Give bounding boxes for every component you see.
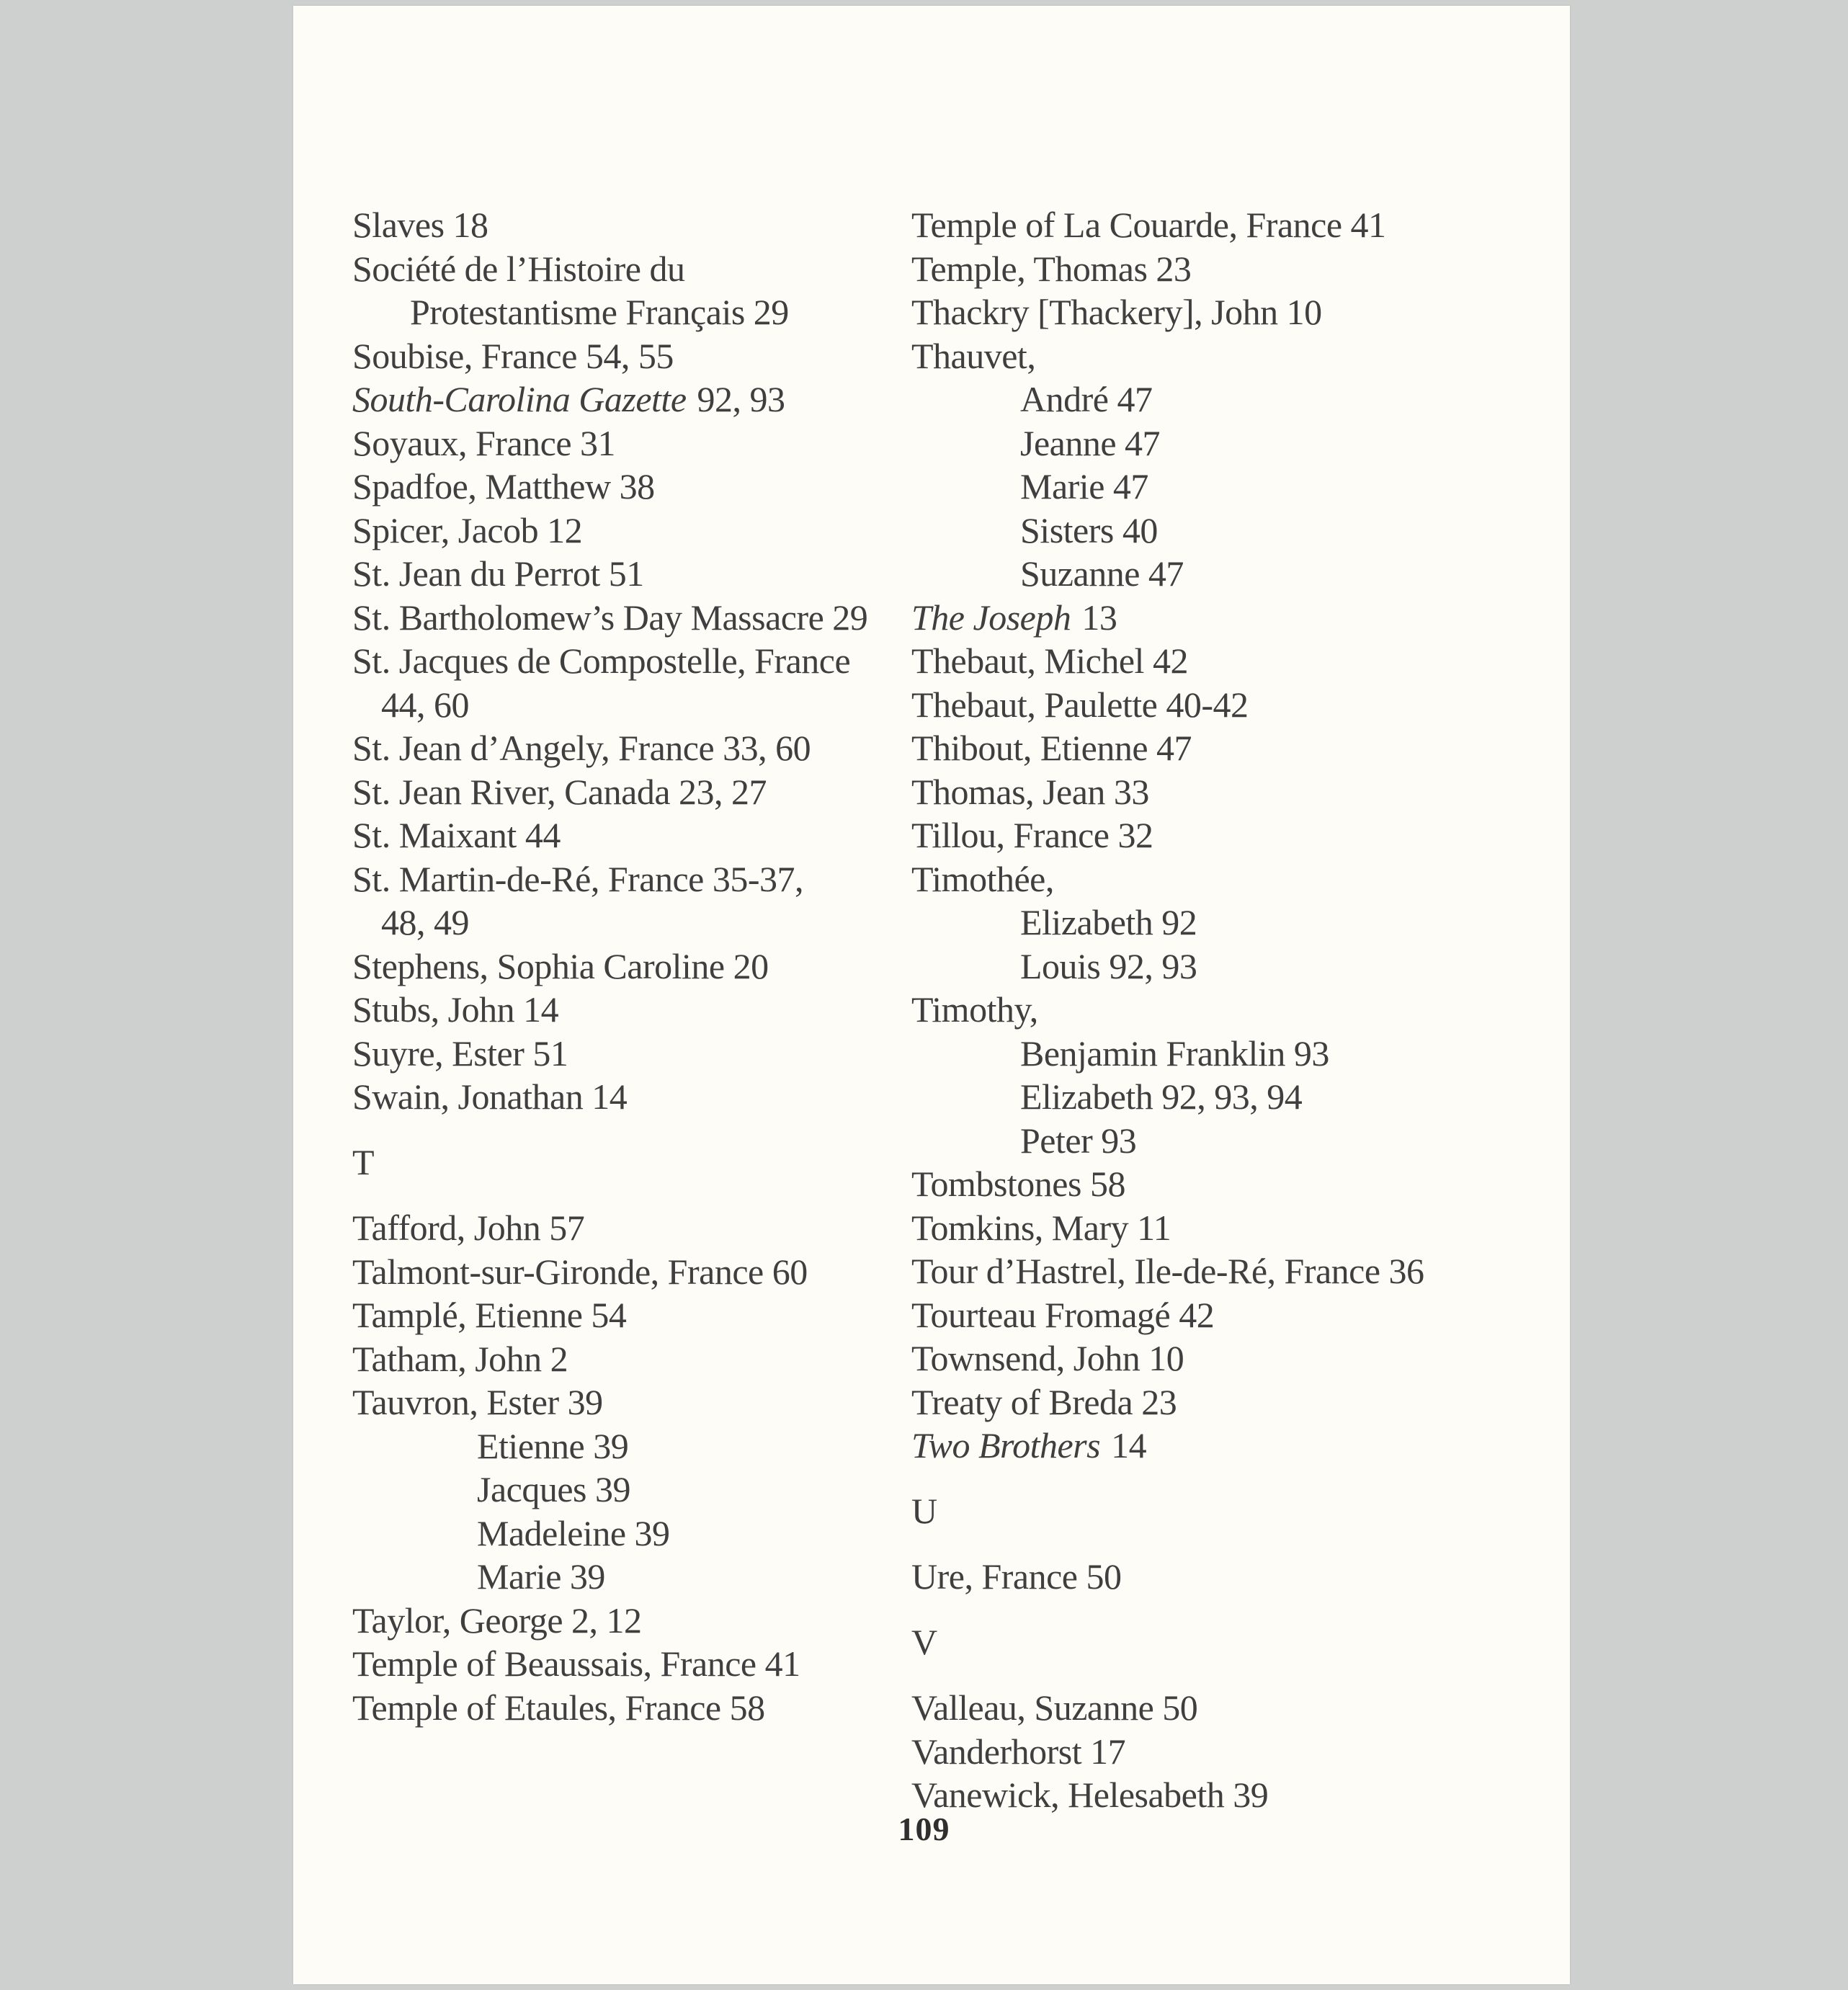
index-entry: Tauvron, Ester 39 (352, 1382, 603, 1422)
index-entry: Thibout, Etienne 47 (911, 728, 1192, 768)
section-letter: U (911, 1490, 937, 1531)
index-entry: Timothy, (911, 989, 1038, 1030)
index-entry: Talmont-sur-Gironde, France 60 (352, 1251, 808, 1292)
index-subentry: Peter 93 (1020, 1120, 1137, 1161)
index-entry: Stephens, Sophia Caroline 20 (352, 945, 769, 986)
index-entry-continuation: 44, 60 (381, 684, 469, 725)
index-entry (352, 378, 900, 421)
index-entry-title: The Joseph (911, 597, 1071, 638)
index-subentry: Etienne 39 (477, 1425, 629, 1466)
index-entry: Tombstones 58 (911, 1164, 1125, 1204)
index-entry: Thebaut, Michel 42 (911, 641, 1188, 681)
index-entry: Thomas, Jean 33 (911, 771, 1149, 812)
index-entry-title: South-Carolina Gazette (352, 379, 687, 419)
index-subentry: Elizabeth 92 (1020, 902, 1197, 942)
index-subentry: Elizabeth 92, 93, 94 (1020, 1076, 1303, 1117)
index-entry-continuation: 48, 49 (381, 902, 469, 942)
index-entry: Treaty of Breda 23 (911, 1381, 1177, 1422)
index-entry: Soyaux, France 31 (352, 422, 616, 463)
index-entry: Timothée, (911, 858, 1054, 899)
index-subentry: André 47 (1020, 379, 1153, 419)
index-entry: Thebaut, Paulette 40-42 (911, 684, 1249, 725)
index-entry: St. Jean du Perrot 51 (352, 553, 644, 594)
index-subentry: Madeleine 39 (477, 1512, 670, 1553)
index-entry: Temple of Etaules, France 58 (352, 1687, 765, 1728)
index-subentry: Benjamin Franklin 93 (1020, 1032, 1329, 1074)
index-entry: St. Maixant 44 (352, 815, 561, 855)
index-entry: Stubs, John 14 (352, 989, 559, 1030)
index-entry: Soubise, France 54, 55 (352, 335, 674, 376)
index-entry: Spadfoe, Matthew 38 (352, 466, 655, 507)
index-entry: Swain, Jonathan 14 (352, 1076, 628, 1117)
index-entry: Spicer, Jacob 12 (352, 509, 583, 550)
index-entry: Tourteau Fromagé 42 (911, 1294, 1215, 1335)
index-subentry: Louis 92, 93 (1020, 945, 1197, 986)
index-subentry: Marie 47 (1020, 466, 1148, 507)
page-number: 109 (898, 1811, 950, 1847)
index-entry: Thackry [Thackery], John 10 (911, 292, 1322, 332)
index-entry-pages: 92, 93 (697, 379, 785, 419)
index-column-left (352, 203, 900, 1729)
index-entry: Temple, Thomas 23 (911, 248, 1192, 289)
index-entry: Tomkins, Mary 11 (911, 1207, 1171, 1248)
index-column-right (911, 203, 1545, 1817)
section-letter: T (352, 1141, 375, 1182)
index-entry: Valleau, Suzanne 50 (911, 1687, 1198, 1728)
index-entry: Suyre, Ester 51 (352, 1032, 568, 1074)
index-entry: St. Jean d’Angely, France 33, 60 (352, 728, 811, 768)
index-entry: Ure, France 50 (911, 1556, 1122, 1597)
index-entry: Slaves 18 (352, 205, 488, 245)
index-entry-continuation: Protestantisme Français 29 (410, 292, 789, 332)
index-entry: Tatham, John 2 (352, 1338, 568, 1379)
index-entry: St. Bartholomew’s Day Massacre 29 (352, 597, 868, 638)
index-entry: Tamplé, Etienne 54 (352, 1295, 627, 1335)
index-entry: Temple of La Couarde, France 41 (911, 205, 1386, 245)
section-letter: V (911, 1621, 937, 1662)
index-entry: Tillou, France 32 (911, 815, 1153, 855)
index-subentry: Jeanne 47 (1020, 422, 1161, 463)
index-entry-pages: 13 (1081, 597, 1117, 638)
index-entry: Société de l’Histoire du (352, 248, 685, 289)
index-entry: Tour d’Hastrel, Ile-de-Ré, France 36 (911, 1251, 1424, 1291)
index-entry (911, 1424, 1545, 1468)
index-entry: Tafford, John 57 (352, 1208, 585, 1248)
index-entry: Vanderhorst 17 (911, 1731, 1126, 1772)
index-entry: St. Jacques de Compostelle, France (352, 641, 851, 681)
index-entry (911, 596, 1545, 640)
index-entry: Taylor, George 2, 12 (352, 1599, 642, 1641)
index-entry: Thauvet, (911, 335, 1036, 376)
index-entry-pages: 14 (1111, 1425, 1147, 1465)
index-entry-title: Two Brothers (911, 1425, 1101, 1465)
index-subentry: Suzanne 47 (1020, 553, 1184, 594)
index-entry: St. Martin-de-Ré, France 35-37, (352, 858, 804, 899)
index-subentry: Jacques 39 (477, 1469, 630, 1509)
index-entry: Temple of Beaussais, France 41 (352, 1643, 800, 1684)
index-entry: St. Jean River, Canada 23, 27 (352, 771, 767, 812)
index-entry: Vanewick, Helesabeth 39 (911, 1775, 1269, 1815)
index-subentry: Marie 39 (477, 1556, 605, 1597)
index-subentry: Sisters 40 (1020, 509, 1158, 550)
index-entry: Townsend, John 10 (911, 1338, 1184, 1378)
